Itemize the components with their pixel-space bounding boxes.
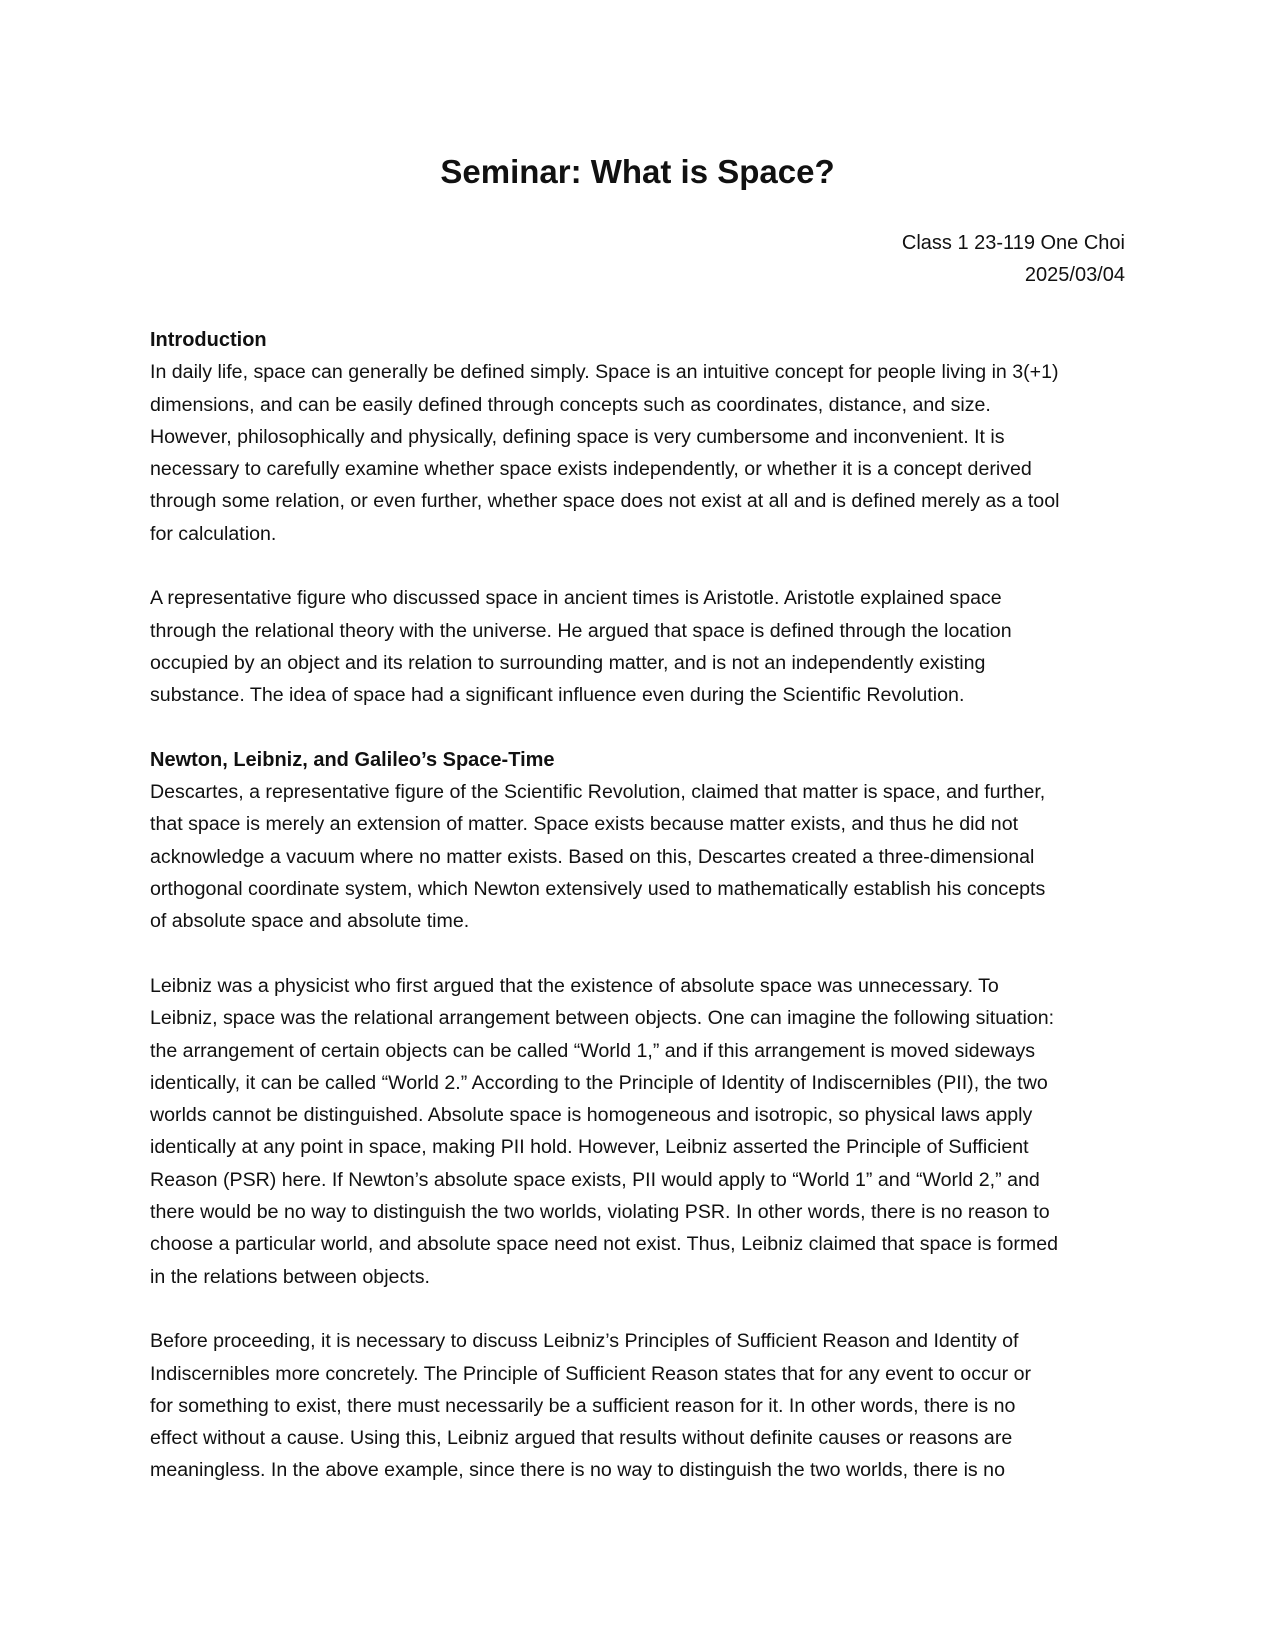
section-space-time bbox=[150, 744, 1125, 1487]
paragraph bbox=[150, 356, 1125, 550]
section-heading: Newton, Leibniz, and Galileo’s Space-Time bbox=[150, 748, 555, 771]
text-line: Reason (PSR) here. If Newton’s absolute space exists, PII would apply to “World 1” and “World 2,” and bbox=[150, 1168, 1040, 1191]
text-line: However, philosophically and physically, defining space is very cumbersome and inconvenient. It is bbox=[150, 425, 1005, 448]
text-line: choose a particular world, and absolute space need not exist. Thus, Leibniz claimed that space is formed bbox=[150, 1233, 1058, 1256]
text-line: acknowledge a vacuum where no matter exists. Based on this, Descartes created a three-dimensional bbox=[150, 845, 1035, 868]
text-line: identically, it can be called “World 2.” According to the Principle of Identity of Indiscernibles (PII), the two bbox=[150, 1071, 1048, 1094]
text-line: dimensions, and can be easily defined through concepts such as coordinates, distance, and size. bbox=[150, 393, 991, 416]
text-line: Indiscernibles more concretely. The Principle of Sufficient Reason states that for any event to occur or bbox=[150, 1362, 1032, 1385]
document-page bbox=[150, 0, 1125, 1650]
paragraph bbox=[150, 582, 1125, 711]
text-line: A representative figure who discussed space in ancient times is Aristotle. Aristotle explained space bbox=[150, 587, 1002, 610]
text-line: there would be no way to distinguish the two worlds, violating PSR. In other words, there is no reason to bbox=[150, 1201, 1050, 1224]
text-line: substance. The idea of space had a significant influence even during the Scientific Revolution. bbox=[150, 684, 965, 707]
text-line: in the relations between objects. bbox=[150, 1265, 430, 1288]
text-line: orthogonal coordinate system, which Newton extensively used to mathematically establish his concepts bbox=[150, 878, 1046, 901]
section-heading: Introduction bbox=[150, 329, 267, 351]
text-line: Before proceeding, it is necessary to discuss Leibniz’s Principles of Sufficient Reason and Identity of bbox=[150, 1330, 1019, 1353]
document-meta bbox=[902, 227, 1125, 291]
text-line: meaningless. In the above example, since there is no way to distinguish the two worlds, there is no bbox=[150, 1459, 1005, 1482]
text-line: necessary to carefully examine whether space exists independently, or whether it is a concept derived bbox=[150, 458, 1032, 481]
text-line: effect without a cause. Using this, Leibniz argued that results without definite causes or reasons are bbox=[150, 1427, 1013, 1450]
text-line: occupied by an object and its relation to surrounding matter, and is not an independently existing bbox=[150, 651, 986, 674]
text-line: through some relation, or even further, whether space does not exist at all and is defined merely as a tool bbox=[150, 490, 1060, 513]
text-line: In daily life, space can generally be defined simply. Space is an intuitive concept for people living in 3(+1) bbox=[150, 361, 1059, 384]
text-line: of absolute space and absolute time. bbox=[150, 910, 470, 933]
section-introduction bbox=[150, 324, 1125, 712]
text-line: for something to exist, there must necessarily be a sufficient reason for it. In other words, there is no bbox=[150, 1394, 1016, 1417]
text-line: that space is merely an extension of matter. Space exists because matter exists, and thus he did not bbox=[150, 813, 1019, 836]
paragraph bbox=[150, 1325, 1125, 1486]
text-line: the arrangement of certain objects can be called “World 1,” and if this arrangement is moved sideways bbox=[150, 1039, 1036, 1062]
paragraph bbox=[150, 776, 1125, 937]
text-line: through the relational theory with the universe. He argued that space is defined through the location bbox=[150, 619, 1012, 642]
author-line: Class 1 23-119 One Choi bbox=[901, 232, 1125, 254]
paragraph bbox=[150, 970, 1125, 1293]
text-line: Descartes, a representative figure of the Scientific Revolution, claimed that matter is space, and further, bbox=[150, 781, 1046, 804]
document-body bbox=[150, 324, 1125, 1519]
text-line: Leibniz, space was the relational arrangement between objects. One can imagine the following situation: bbox=[150, 1007, 1055, 1030]
text-line: for calculation. bbox=[150, 522, 277, 545]
text-line: identically at any point in space, making PII hold. However, Leibniz asserted the Principle of Sufficient bbox=[150, 1136, 1029, 1159]
document-title: Seminar: What is Space? bbox=[440, 153, 835, 190]
text-line: Leibniz was a physicist who first argued that the existence of absolute space was unnecessary. To bbox=[150, 974, 999, 997]
text-line: worlds cannot be distinguished. Absolute space is homogeneous and isotropic, so physical laws apply bbox=[150, 1104, 1033, 1127]
document-date: 2025/03/04 bbox=[1024, 264, 1125, 286]
